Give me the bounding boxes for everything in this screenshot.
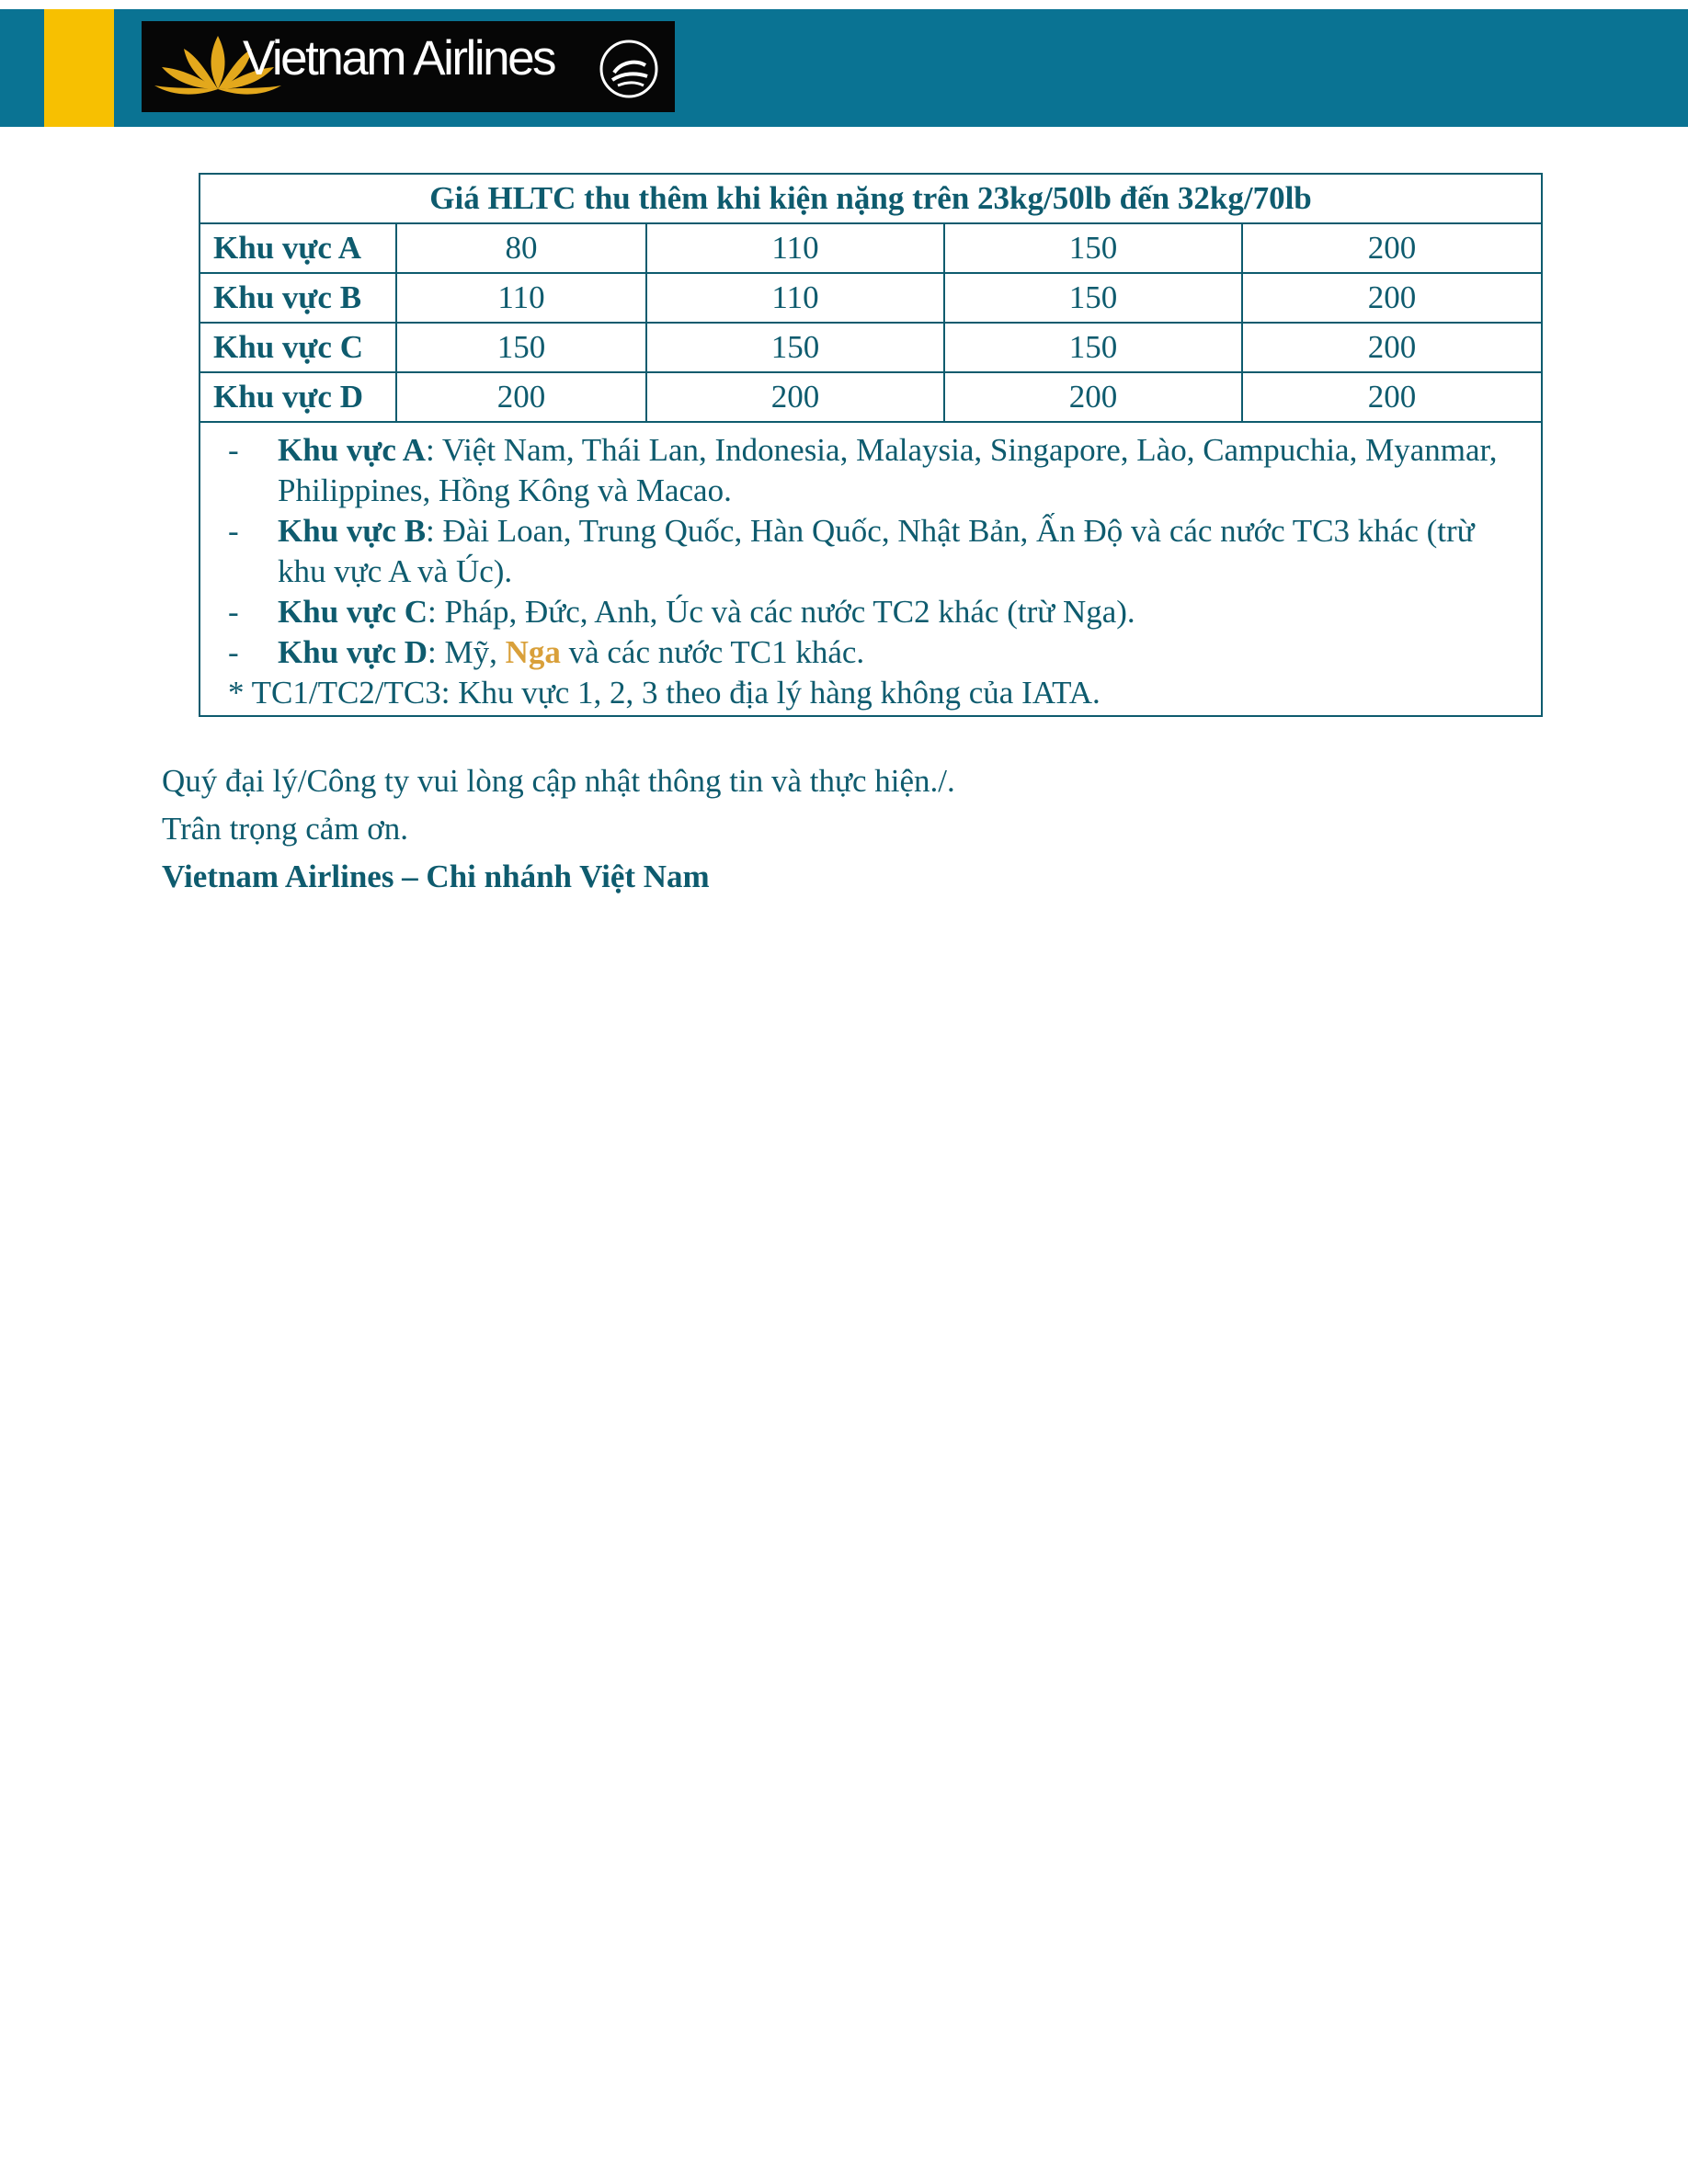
brand-name: Vietnam Airlines [243, 31, 555, 85]
rate-cell: 200 [396, 372, 646, 422]
note-region-c [228, 592, 1523, 632]
note-text: và các nước TC1 khác. [560, 634, 865, 670]
table-row [200, 323, 1542, 372]
note-dash: - [228, 432, 239, 468]
rate-cell: 200 [1242, 223, 1542, 273]
rate-cell: 110 [646, 273, 944, 323]
header-accent-stripe [44, 9, 114, 127]
note-region-a [228, 430, 1523, 511]
table-row [200, 273, 1542, 323]
note-text: : Pháp, Đức, Anh, Úc và các nước TC2 khác (trừ Nga). [427, 594, 1135, 630]
rate-cell: 150 [646, 323, 944, 372]
rate-cell: 150 [944, 273, 1242, 323]
signature: Vietnam Airlines – Chi nhánh Việt Nam [162, 859, 710, 894]
note-dash: - [228, 513, 239, 549]
region-label: Khu vực D [200, 372, 396, 422]
vietnam-airlines-logo [142, 21, 675, 112]
closing-request: Quý đại lý/Công ty vui lòng cập nhật thông tin và thực hiện./. [162, 763, 955, 799]
table-notes-row [200, 422, 1542, 716]
rate-cell: 80 [396, 223, 646, 273]
closing-thanks: Trân trọng cảm ơn. [162, 811, 409, 847]
table-title-row [200, 174, 1542, 223]
rate-cell: 200 [646, 372, 944, 422]
rate-cell: 110 [646, 223, 944, 273]
note-text: : Việt Nam, Thái Lan, Indonesia, Malaysia, Singapore, Lào, Campuchia, Myanmar, Philippines, Hồng Kông và Macao. [278, 432, 1498, 508]
skyteam-seal-icon [598, 38, 660, 100]
rate-cell: 200 [1242, 323, 1542, 372]
note-dash: - [228, 634, 239, 670]
table-row [200, 223, 1542, 273]
note-region-d [228, 632, 1523, 673]
region-label: Khu vực C [200, 323, 396, 372]
note-label: Khu vực D [278, 634, 428, 670]
region-label: Khu vực B [200, 273, 396, 323]
note-highlight: Nga [505, 634, 561, 670]
region-label: Khu vực A [200, 223, 396, 273]
note-text: : Mỹ, [427, 634, 506, 670]
rate-cell: 200 [944, 372, 1242, 422]
iata-footnote: * TC1/TC2/TC3: Khu vực 1, 2, 3 theo địa lý hàng không của IATA. [228, 675, 1101, 711]
rate-cell: 150 [396, 323, 646, 372]
note-label: Khu vực A [278, 432, 427, 468]
note-label: Khu vực B [278, 513, 427, 549]
table-title: Giá HLTC thu thêm khi kiện nặng trên 23kg/50lb đến 32kg/70lb [200, 174, 1542, 223]
rate-cell: 110 [396, 273, 646, 323]
excess-baggage-rate-table [199, 173, 1543, 717]
note-dash: - [228, 594, 239, 630]
note-label: Khu vực C [278, 594, 428, 630]
note-region-b [228, 511, 1523, 592]
rate-cell: 200 [1242, 273, 1542, 323]
note-text: : Đài Loan, Trung Quốc, Hàn Quốc, Nhật Bản, Ấn Độ và các nước TC3 khác (trừ khu vực A và Úc). [278, 513, 1475, 589]
region-notes [200, 422, 1542, 716]
closing-section [162, 757, 1541, 901]
rate-cell: 150 [944, 323, 1242, 372]
rate-cell: 200 [1242, 372, 1542, 422]
rate-cell: 150 [944, 223, 1242, 273]
table-row [200, 372, 1542, 422]
